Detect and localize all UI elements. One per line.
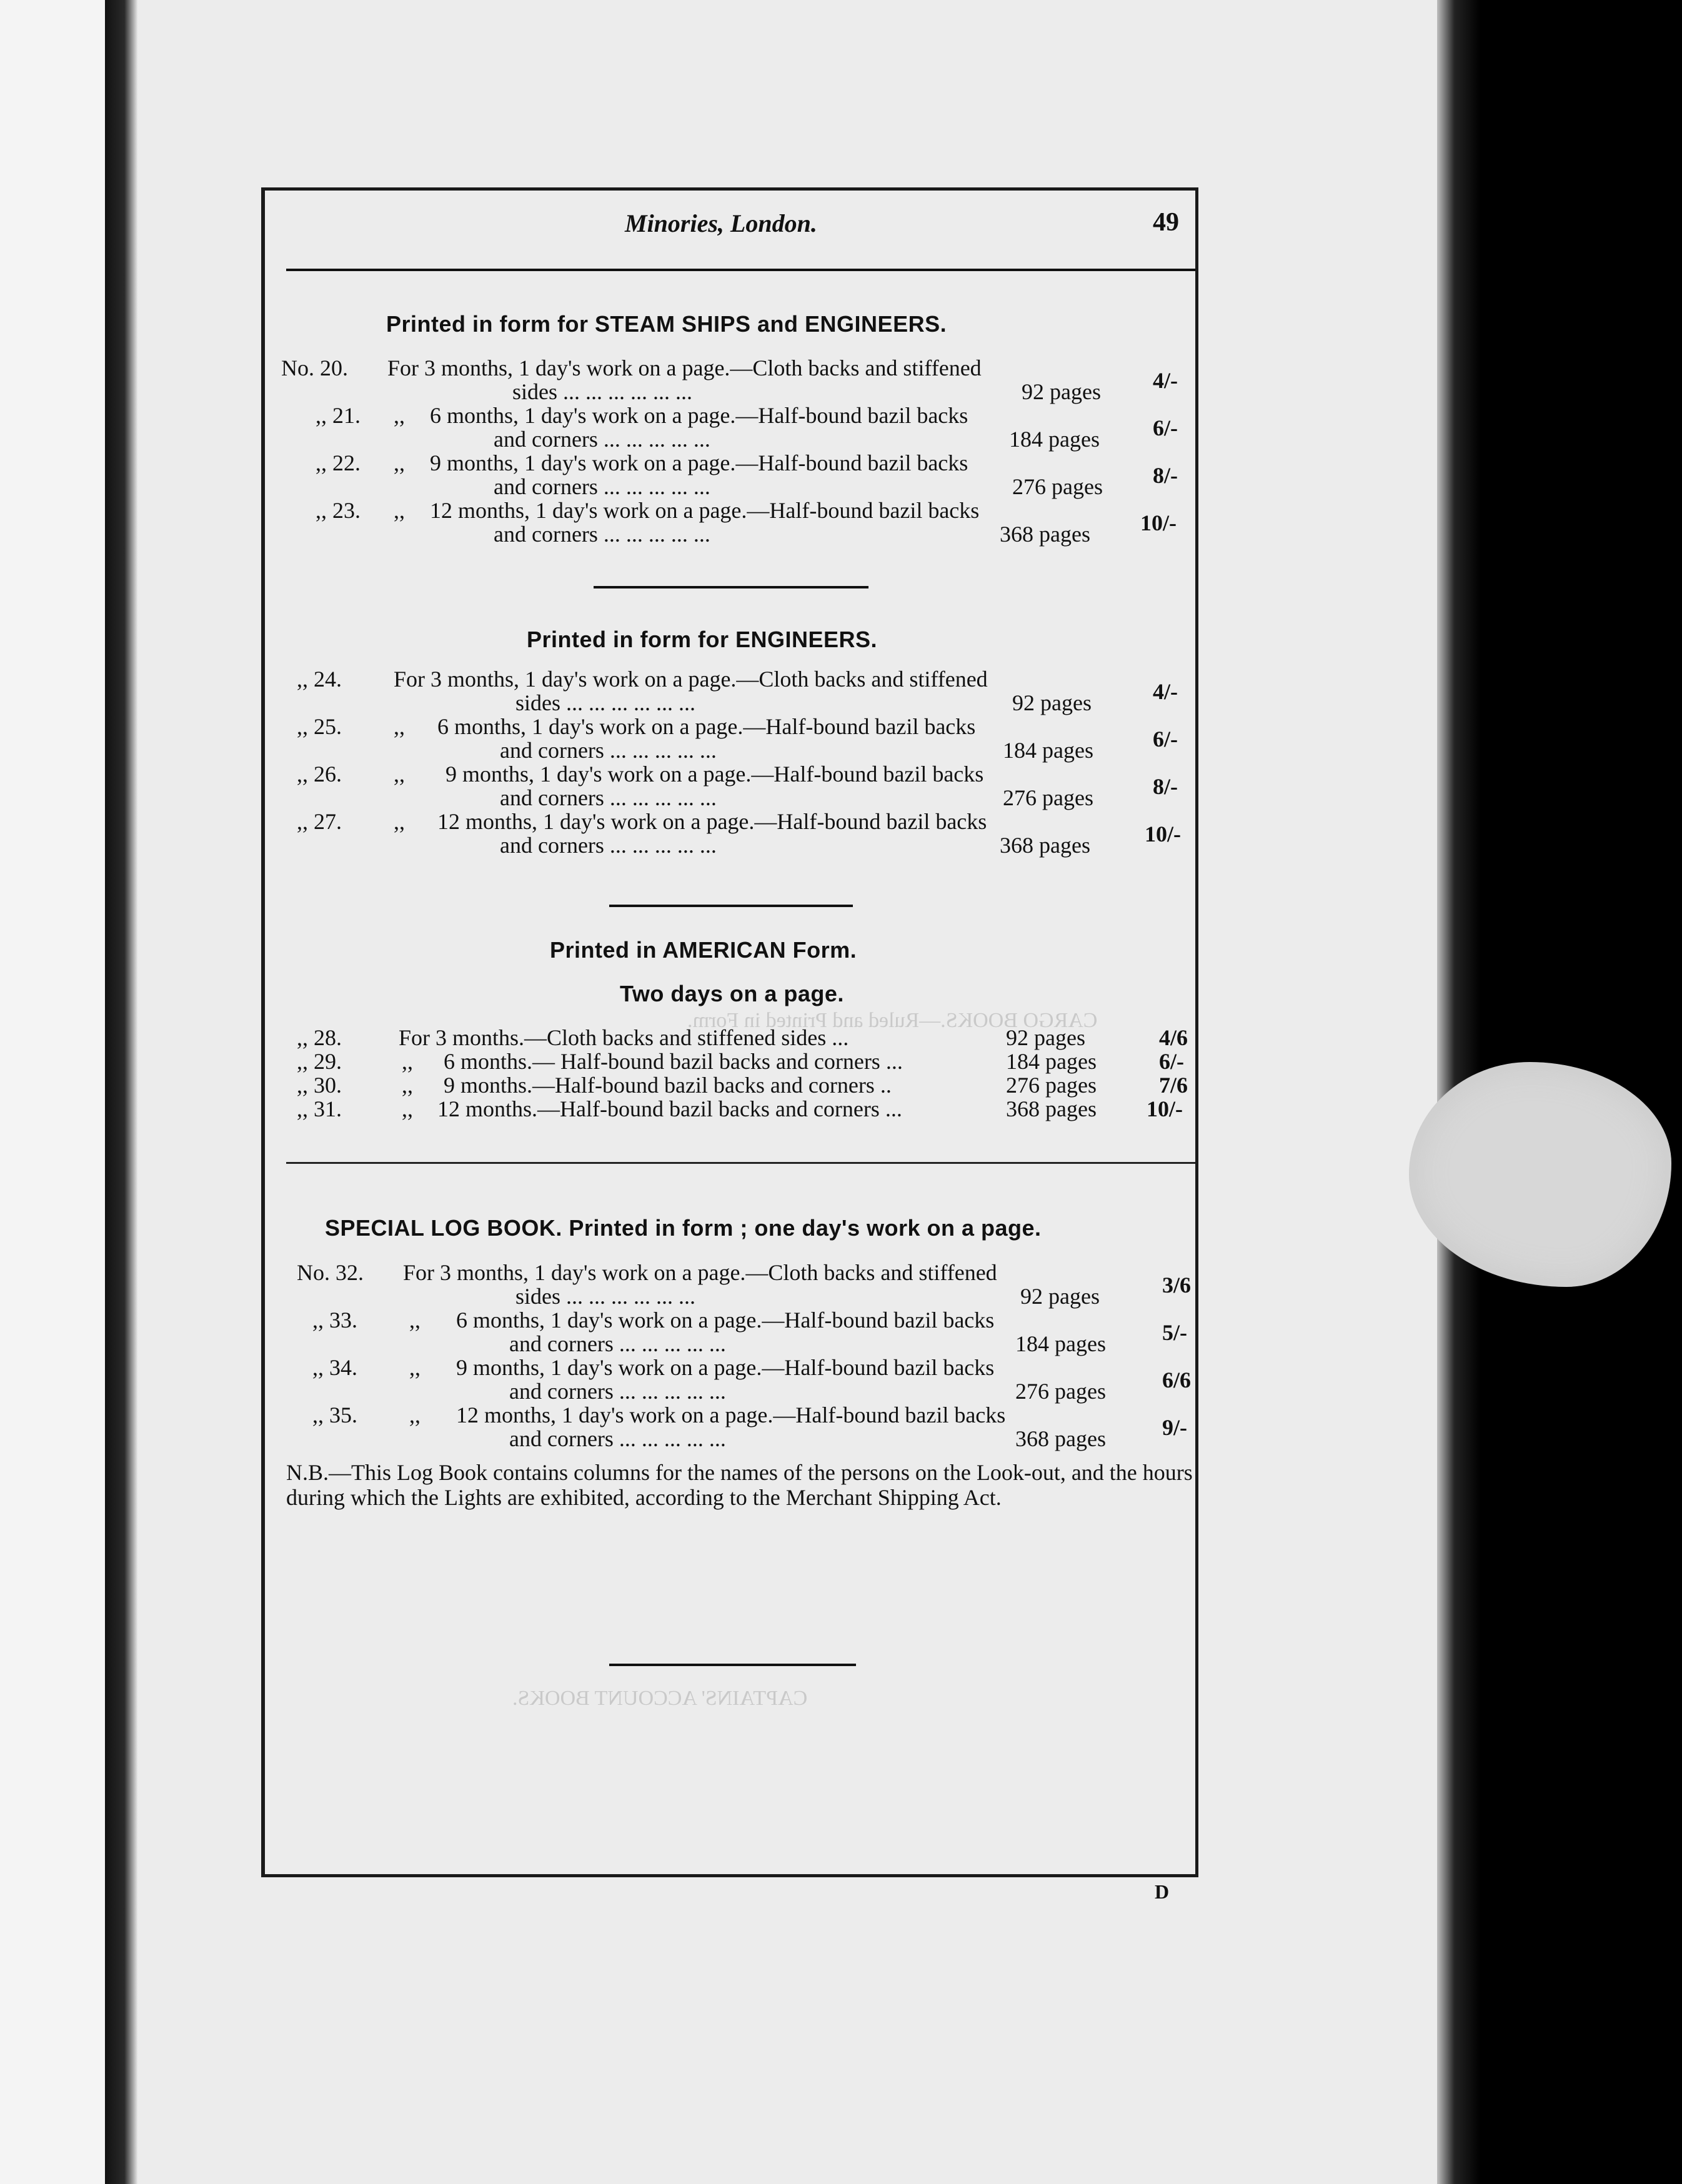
ditto-mark: ,,: [394, 403, 405, 428]
entry-number: ,, 22.: [316, 450, 361, 475]
entry-description: 6 months, 1 day's work on a page.—Half-bound bazil backs: [430, 403, 968, 428]
ditto-mark: ,,: [409, 1402, 420, 1427]
signature-mark: D: [1155, 1880, 1170, 1903]
entry-pages: 276 pages: [1015, 1379, 1106, 1404]
list-item: [297, 1356, 1197, 1406]
entry-price: 3/6: [1162, 1273, 1192, 1298]
ditto-mark: ,,: [394, 762, 405, 787]
entry-price: 10/-: [1145, 821, 1181, 846]
page-number: 49: [1153, 208, 1179, 237]
entry-description: 9 months, 1 day's work on a page.—Half-bound bazil backs: [430, 450, 968, 475]
section-divider: [594, 586, 868, 588]
entry-number: ,, 34.: [312, 1355, 357, 1380]
entry-price: 6/-: [1159, 1049, 1184, 1074]
entry-description: 6 months, 1 day's work on a page.—Half-bound bazil backs: [456, 1308, 995, 1333]
list-item: [281, 810, 1193, 860]
entry-price: 6/-: [1153, 415, 1178, 440]
entry-pages: 184 pages: [1006, 1049, 1097, 1074]
section-title-american: Printed in AMERICAN Form.: [550, 937, 857, 963]
ditto-mark: ,,: [402, 1096, 413, 1121]
entry-description-cont: and corners ... ... ... ... ...: [509, 1331, 726, 1356]
entry-price: 4/-: [1153, 368, 1178, 393]
entry-number: ,, 21.: [316, 403, 361, 428]
section-divider-full: [286, 1162, 1195, 1164]
entry-description: 6 months, 1 day's work on a page.—Half-bound bazil backs: [437, 714, 976, 739]
entry-number: ,, 30.: [297, 1073, 342, 1098]
entry-description: 9 months, 1 day's work on a page.—Half-bound bazil backs: [445, 762, 984, 787]
entry-description-cont: and corners ... ... ... ... ...: [500, 833, 717, 858]
entry-description-cont: sides ... ... ... ... ... ...: [512, 379, 692, 404]
entry-price: 7/6: [1159, 1073, 1188, 1098]
entry-pages: 276 pages: [1006, 1073, 1097, 1098]
entry-description: 12 months.—Half-bound bazil backs and corners ...: [437, 1096, 902, 1121]
entry-description-cont: and corners ... ... ... ... ...: [500, 738, 717, 763]
list-item: [297, 1308, 1197, 1358]
entry-price: 4/6: [1159, 1025, 1188, 1050]
ditto-mark: ,,: [394, 714, 405, 739]
entry-pages: 92 pages: [1020, 1284, 1100, 1309]
entry-price: 10/-: [1140, 510, 1177, 535]
entry-pages: 368 pages: [1006, 1096, 1097, 1121]
ditto-mark: ,,: [394, 498, 405, 523]
entry-price: 6/-: [1153, 727, 1178, 752]
entry-description: 12 months, 1 day's work on a page.—Half-bound bazil backs: [430, 498, 980, 523]
list-item: [281, 499, 1193, 548]
list-item: [281, 667, 1193, 717]
entry-price: 5/-: [1162, 1320, 1187, 1345]
running-head: Minories, London.: [625, 209, 817, 237]
entry-number: ,, 31.: [297, 1096, 342, 1121]
entry-number: No. 20.: [281, 355, 348, 380]
entry-description-cont: sides ... ... ... ... ... ...: [515, 690, 695, 715]
entry-pages: 368 pages: [1015, 1426, 1106, 1451]
entry-number: No. 32.: [297, 1260, 364, 1285]
entry-pages: 276 pages: [1003, 785, 1093, 810]
entry-number: ,, 33.: [312, 1308, 357, 1333]
entry-description-cont: and corners ... ... ... ... ...: [509, 1379, 726, 1404]
entry-description: 12 months, 1 day's work on a page.—Half-bound bazil backs: [437, 809, 987, 834]
entry-description: 9 months.—Half-bound bazil backs and corners ..: [444, 1073, 892, 1098]
facing-page-edge: [0, 0, 105, 2184]
entry-pages: 184 pages: [1015, 1331, 1106, 1356]
ditto-mark: ,,: [402, 1049, 413, 1074]
section-title-steam-ships: Printed in form for STEAM SHIPS and ENGINEERS.: [386, 311, 947, 337]
ditto-mark: ,,: [402, 1073, 413, 1098]
list-item: [281, 715, 1193, 765]
entry-description-cont: and corners ... ... ... ... ...: [500, 785, 717, 810]
entry-price: 10/-: [1147, 1096, 1183, 1121]
ditto-mark: ,,: [409, 1308, 420, 1333]
entry-description: 12 months, 1 day's work on a page.—Half-bound bazil backs: [456, 1402, 1006, 1427]
log-book-note: N.B.—This Log Book contains columns for the names of the persons on the Look-out, and the hours during which the Lights are exhibited, according to the Merchant Shipping Act.: [286, 1460, 1193, 1510]
entry-number: ,, 35.: [312, 1402, 357, 1427]
entry-pages: 368 pages: [1000, 522, 1090, 547]
entry-pages: 368 pages: [1000, 833, 1090, 858]
entry-pages: 92 pages: [1006, 1025, 1085, 1050]
entry-description: 6 months.— Half-bound bazil backs and corners ...: [444, 1049, 903, 1074]
list-item: [281, 356, 1193, 406]
header-rule: [286, 269, 1195, 271]
section-title-special-log-book: SPECIAL LOG BOOK. Printed in form ; one day's work on a page.: [325, 1215, 1042, 1241]
list-item: [281, 404, 1193, 454]
binding-gutter: [105, 0, 137, 2184]
entry-description-cont: and corners ... ... ... ... ...: [509, 1426, 726, 1451]
list-item: [281, 451, 1193, 501]
section-divider: [609, 905, 853, 907]
entry-description-cont: and corners ... ... ... ... ...: [494, 427, 710, 452]
entry-number: ,, 24.: [297, 667, 342, 692]
section-title-engineers: Printed in form for ENGINEERS.: [527, 627, 878, 652]
entry-number: ,, 28.: [297, 1025, 342, 1050]
ditto-mark: ,,: [409, 1355, 420, 1380]
entry-number: ,, 23.: [316, 498, 361, 523]
bleed-through-heading: CARGO BOOKS.—Ruled and Printed in Form.: [687, 1009, 1098, 1032]
section-divider: [609, 1664, 856, 1666]
entry-description: For 3 months, 1 day's work on a page.—Cloth backs and stiffened: [403, 1260, 997, 1285]
entry-pages: 184 pages: [1009, 427, 1100, 452]
entry-number: ,, 26.: [297, 762, 342, 787]
entry-description: For 3 months, 1 day's work on a page.—Cloth backs and stiffened: [394, 667, 988, 692]
entry-price: 6/6: [1162, 1367, 1192, 1392]
list-item: [297, 1261, 1197, 1311]
entry-pages: 92 pages: [1012, 690, 1092, 715]
entry-description-cont: and corners ... ... ... ... ...: [494, 474, 710, 499]
entry-pages: 92 pages: [1022, 379, 1101, 404]
entry-price: 9/-: [1162, 1415, 1187, 1440]
entry-description: 9 months, 1 day's work on a page.—Half-bound bazil backs: [456, 1355, 995, 1380]
entry-description: For 3 months.—Cloth backs and stiffened sides ...: [399, 1025, 849, 1050]
ditto-mark: ,,: [394, 450, 405, 475]
section-subtitle: Two days on a page.: [620, 981, 844, 1006]
bleed-through-heading: CAPTAINS' ACCOUNT BOOKS.: [512, 1687, 808, 1710]
entry-description: For 3 months, 1 day's work on a page.—Cloth backs and stiffened: [387, 355, 982, 380]
entry-pages: 276 pages: [1012, 474, 1103, 499]
entry-number: ,, 27.: [297, 809, 342, 834]
entry-price: 8/-: [1153, 463, 1178, 488]
entry-number: ,, 29.: [297, 1049, 342, 1074]
list-item: [297, 1403, 1197, 1453]
list-item: [281, 762, 1193, 812]
entry-description-cont: sides ... ... ... ... ... ...: [515, 1284, 695, 1309]
entry-number: ,, 25.: [297, 714, 342, 739]
entry-pages: 184 pages: [1003, 738, 1093, 763]
entry-price: 8/-: [1153, 774, 1178, 799]
entry-price: 4/-: [1153, 679, 1178, 704]
ditto-mark: ,,: [394, 809, 405, 834]
entry-description-cont: and corners ... ... ... ... ...: [494, 522, 710, 547]
